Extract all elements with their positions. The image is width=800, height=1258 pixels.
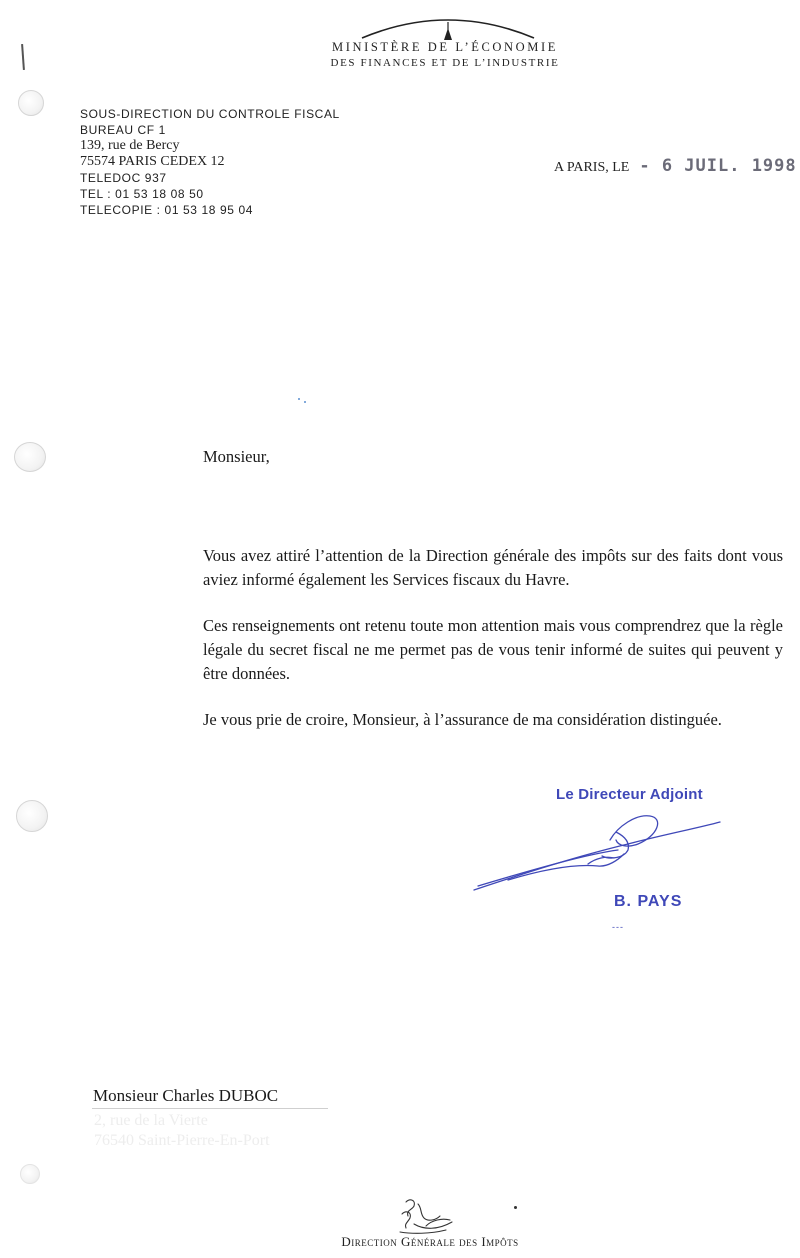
sender-phone: TEL : 01 53 18 08 50: [80, 187, 204, 201]
date-stamp: - 6 JUIL. 1998: [639, 156, 797, 176]
sender-street: 139, rue de Bercy: [80, 138, 180, 153]
binder-hole: [18, 90, 44, 116]
ink-speck: [514, 1206, 517, 1209]
ministry-name-line2: DES FINANCES ET DE L’INDUSTRIE: [330, 57, 560, 69]
binder-hole: [20, 1164, 40, 1184]
sender-department: SOUS-DIRECTION DU CONTROLE FISCAL: [80, 107, 340, 121]
sender-address-block: [80, 106, 340, 218]
ministry-name-line1: MINISTÈRE DE L’ÉCONOMIE: [332, 40, 558, 54]
paragraph-3: Je vous prie de croire, Monsieur, à l’assurance de ma considération distinguée.: [203, 710, 722, 729]
binder-hole: [16, 800, 48, 832]
handwritten-signature: [468, 806, 728, 898]
dgi-logo-icon: [396, 1196, 458, 1236]
recipient-name: Monsieur Charles DUBOC: [93, 1086, 279, 1105]
sender-bureau: BUREAU CF 1: [80, 123, 166, 137]
salutation: Monsieur,: [203, 447, 270, 466]
footer-organization: Direction Générale des Impôts: [341, 1234, 519, 1249]
ink-speck: [298, 398, 300, 400]
binder-hole: [14, 442, 46, 472]
recipient-address-line2: 76540 Saint-Pierre-En-Port: [94, 1132, 270, 1149]
recipient-address-line1: 2, rue de la Vierte: [94, 1112, 208, 1129]
date-line: [554, 156, 797, 176]
date-label: A PARIS, LE: [554, 160, 630, 175]
signature-mark: ---: [612, 922, 624, 932]
pen-mark: [21, 44, 25, 70]
paragraph-1: Vous avez attiré l’attention de la Direction générale des impôts sur des faits dont vous aviez informé également les Services fiscaux du Havre.: [203, 546, 783, 589]
sender-teledoc: TELEDOC 937: [80, 171, 167, 185]
signatory-name-stamp: B. PAYS: [614, 893, 683, 910]
recipient-divider: [92, 1108, 328, 1109]
sender-fax: TELECOPIE : 01 53 18 95 04: [80, 203, 254, 217]
signatory-title-stamp: Le Directeur Adjoint: [556, 786, 703, 803]
paragraph-2: Ces renseignements ont retenu toute mon attention mais vous comprendrez que la règle légale du secret fiscal ne me permet pas de vous tenir informé de suites qui peuvent y être données.: [203, 616, 783, 683]
sender-city: 75574 PARIS CEDEX 12: [80, 154, 225, 169]
ink-speck: [304, 401, 306, 403]
ministry-logo-icon: [358, 8, 538, 44]
